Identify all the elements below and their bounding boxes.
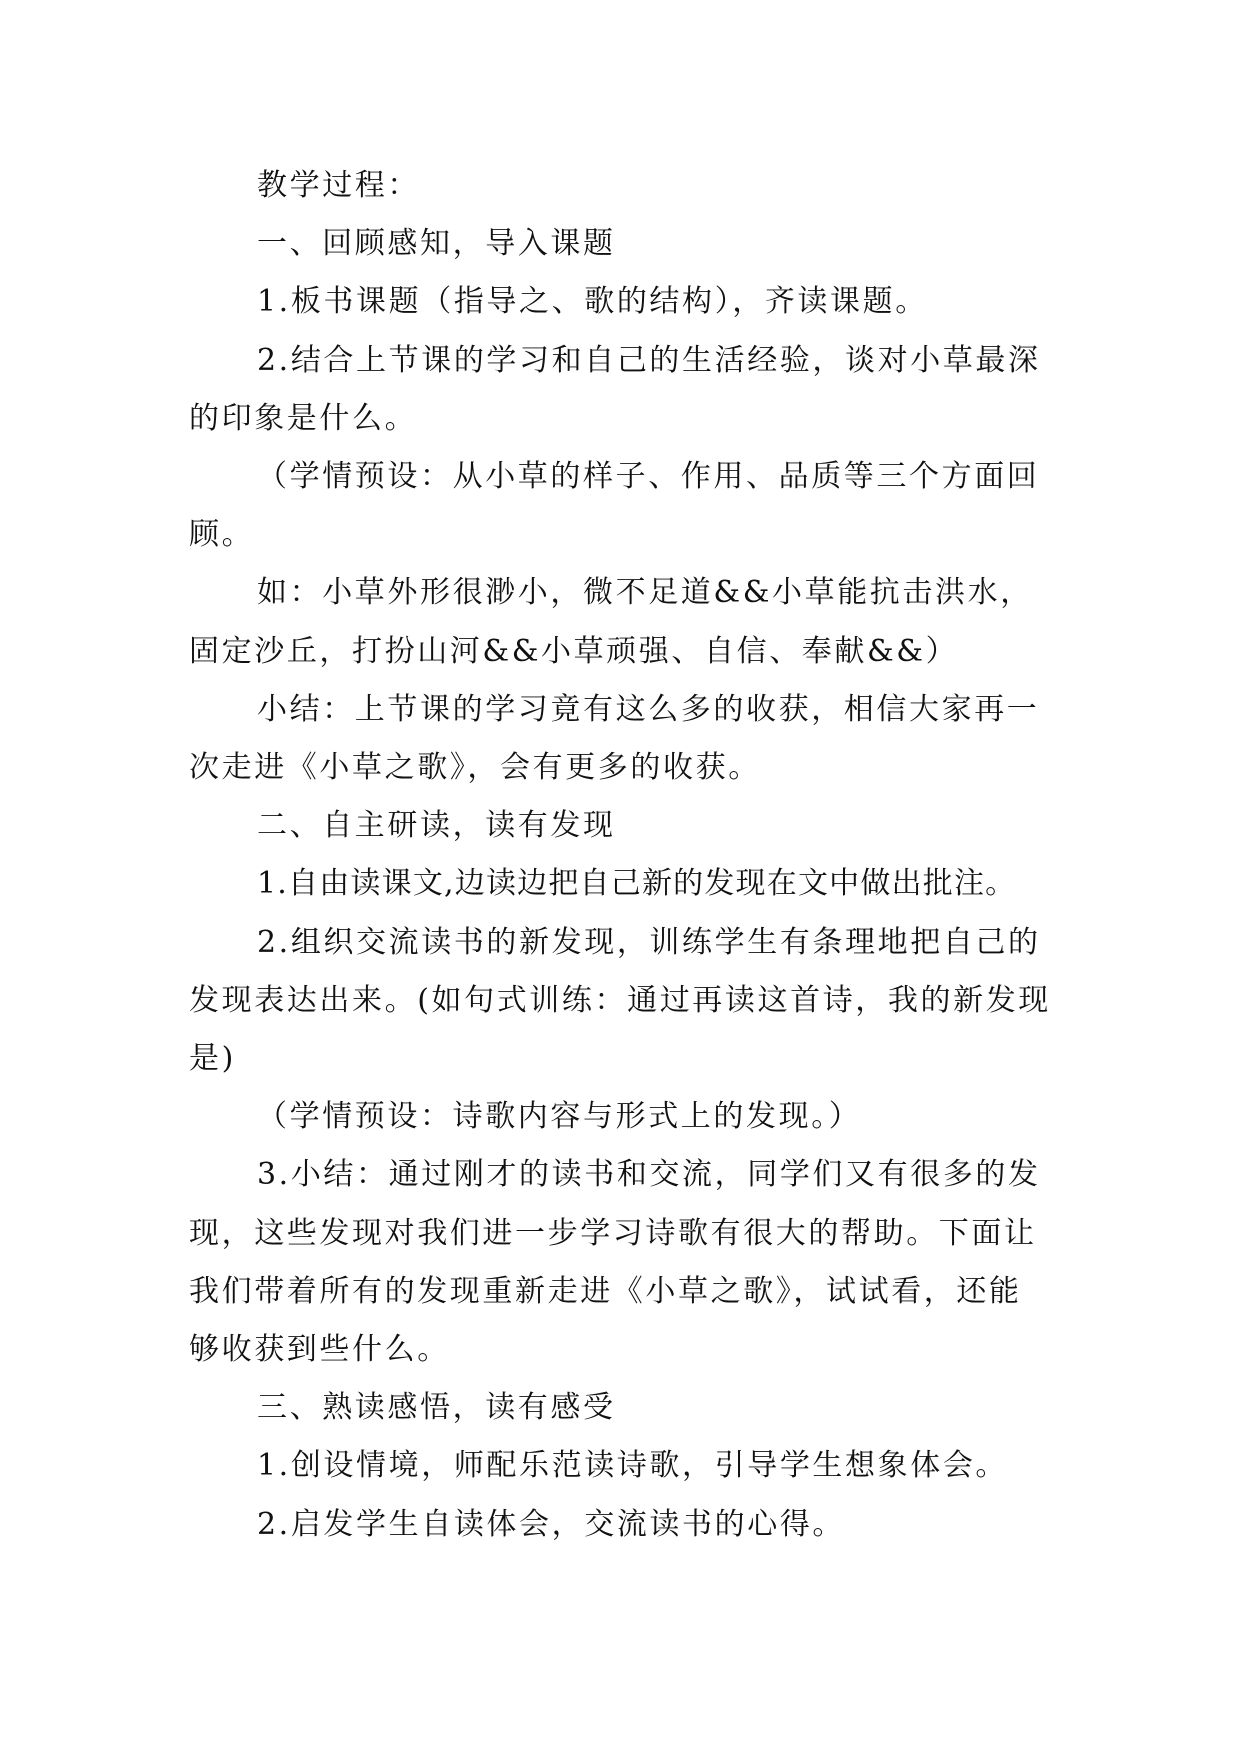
paragraph-step-1-2: 2.结合上节课的学习和自己的生活经验，谈对小草最深的印象是什么。	[189, 342, 1041, 436]
paragraph-summary-1: 小结：上节课的学习竟有这么多的收获，相信大家再一次走进《小草之歌》，会有更多的收获。	[189, 691, 1040, 786]
paragraph-example-1: 如：小草外形很渺小，微不足道&&小草能抗击洪水，固定沙丘，打扮山河&&小草顽强、自信、奉献&&）	[189, 575, 1033, 669]
paragraph-section-3-title: 三、熟读感悟，读有感受	[257, 1390, 616, 1426]
paragraph-step-3-1: 1.创设情境，师配乐范读诗歌，引导学生想象体会。	[257, 1448, 1009, 1484]
paragraph-preset-1: （学情预设：从小草的样子、作用、品质等三个方面回顾。	[189, 459, 1040, 553]
paragraph-step-2-2: 2.组织交流读书的新发现，训练学生有条理地把自己的发现表达出来。(如句式训练：通过再读这首诗，我的新发现是)	[189, 924, 1051, 1077]
paragraph-step-1-1: 1.板书课题（指导之、歌的结构），齐读课题。	[257, 284, 928, 320]
document-body	[189, 157, 1051, 1554]
paragraph-section-2-title: 二、自主研读，读有发现	[257, 808, 616, 844]
paragraph-section-1-title: 一、回顾感知，导入课题	[257, 226, 616, 262]
paragraph-step-2-3: 3.小结：通过刚才的读书和交流，同学们又有很多的发现，这些发现对我们进一步学习诗歌有很大的帮助。下面让我们带着所有的发现重新走进《小草之歌》，试试看，还能够收获到些什么。	[189, 1157, 1041, 1368]
paragraph-heading-process: 教学过程：	[257, 168, 420, 203]
paragraph-step-2-1: 1.自由读课文,边读边把自己新的发现在文中做出批注。	[257, 866, 1017, 902]
paragraph-preset-2: （学情预设：诗歌内容与形式上的发现。）	[257, 1099, 862, 1135]
paragraph-step-3-2: 2.启发学生自读体会，交流读书的心得。	[257, 1506, 846, 1542]
